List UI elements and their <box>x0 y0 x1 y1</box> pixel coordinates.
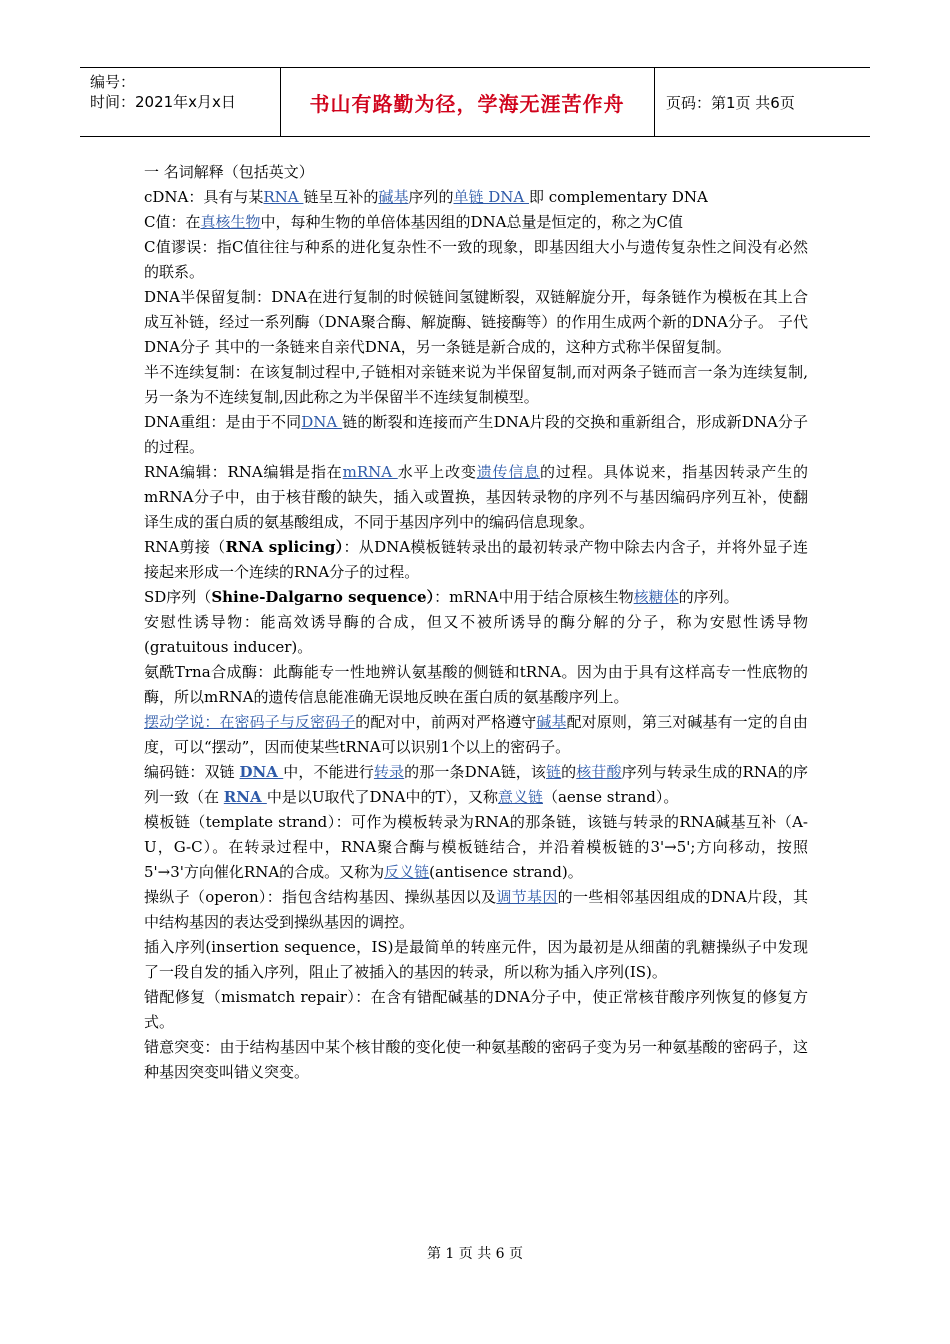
link-genetic-info[interactable]: 遗传信息 <box>476 463 540 481</box>
entry-rna-editing <box>144 460 808 535</box>
link-strand[interactable]: 链 <box>546 763 562 781</box>
link-ssdna[interactable]: 单链 DNA <box>453 188 529 206</box>
link-dna[interactable]: DNA <box>239 763 284 781</box>
link-base[interactable]: 碱基 <box>378 188 409 206</box>
link-wobble[interactable]: 摆动学说：在 <box>144 713 235 731</box>
entry-semidiscontinuous: 半不连续复制：在该复制过程中,子链相对亲链来说为半保留复制,而对两条子链而言一条为连续复制,另一条为不连续复制,因此称之为半保留半不连续复制模型。 <box>144 363 808 406</box>
text: （aense strand）。 <box>542 788 679 806</box>
number-label: 编号： <box>90 73 136 91</box>
entry-cdna <box>144 185 808 210</box>
text: RNA编辑：RNA编辑是指在 <box>144 463 343 481</box>
text: 中，不能进行 <box>283 763 374 781</box>
text: 的过程。具体说来，指基因转录产生的mRNA分子中，由于核苷酸的缺失，插入或置换，基因转录物的序列不与基因编码序列互补，使翻译生成的蛋白质的氨基酸组成，不同于基因序列中的编码信息现象。 <box>144 463 808 531</box>
text: C值：在 <box>144 213 201 231</box>
entry-sd-sequence <box>144 585 808 610</box>
text: 与 <box>279 713 295 731</box>
text: 序列与转录生成的RNA的序列一致（在 <box>144 763 808 806</box>
text: 链呈互补的 <box>303 188 379 206</box>
entry-operon <box>144 885 808 935</box>
entry-missense: 错意突变：由于结构基因中某个核甘酸的变化使一种氨基酸的密码子变为另一种氨基酸的密码子，这种基因突变叫错义突变。 <box>144 1038 808 1081</box>
text: DNA重组：是由于不同 <box>144 413 302 431</box>
text: 的配对中，前两对严格遵守 <box>355 713 537 731</box>
term-en: RNA splicing <box>225 538 336 556</box>
entry-mismatch-repair: 错配修复（mismatch repair）：在含有错配碱基的DNA分子中，使正常核苷酸序列恢复的修复方式。 <box>144 988 808 1031</box>
link-eukaryote[interactable]: 真核生物 <box>200 213 261 231</box>
link-anticodon[interactable]: 反密码子 <box>294 713 356 731</box>
text: ：从DNA模板链转录出的最初转录产物中除去内含子，并将外显子连接起来形成一个连续的RNA分子的过程。 <box>144 538 808 581</box>
text: 水平上改变 <box>397 463 477 481</box>
header-divider <box>654 68 655 136</box>
section-title: 一 名词解释（包括英文） <box>144 163 314 181</box>
link-dna[interactable]: DNA <box>301 413 343 431</box>
entry-cvalue <box>144 210 808 235</box>
link-ribosome[interactable]: 核糖体 <box>633 588 679 606</box>
entry-semiconservative: DNA半保留复制：DNA在进行复制的时候链间氢键断裂，双链解旋分开，每条链作为模板在其上合成互补链，经过一系列酶（DNA聚合酶、解旋酶、链接酶等）的作用生成两个新的DNA分子。 子代DNA分子 其中的一条链来自亲代DNA，另一条链是新合成的，这种方式称半保留复制。 <box>144 288 808 356</box>
link-mrna[interactable]: mRNA <box>342 463 398 481</box>
text: 的 <box>561 763 577 781</box>
text: ） <box>335 538 344 556</box>
document-body <box>144 160 808 1085</box>
text: 配对原则，第三对碱基有一定的自由度，可以“摆动”，因而使某些tRNA可以识别1个以上的密码子。 <box>144 713 808 756</box>
header-motto: 书山有路勤为径，学海无涯苦作舟 <box>309 91 625 116</box>
link-codon[interactable]: 密码子 <box>234 713 280 731</box>
text: 操纵子（operon）：指包含结构基因、操纵基因以及 <box>144 888 497 906</box>
link-nucleotide[interactable]: 核苷酸 <box>576 763 622 781</box>
link-base[interactable]: 碱基 <box>536 713 567 731</box>
text: 序列的 <box>408 188 454 206</box>
entry-trna-synthetase: 氨酰Trna合成酶：此酶能专一性地辨认氨基酸的侧链和tRNA。因为由于具有这样高专一性底物的酶，所以mRNA的遗传信息能准确无误地反映在蛋白质的氨基酸序列上。 <box>144 663 808 706</box>
link-sense-strand[interactable]: 意义链 <box>497 788 543 806</box>
link-antisense-strand[interactable]: 反义链 <box>384 863 430 881</box>
link-regulator-gene[interactable]: 调节基因 <box>496 888 558 906</box>
text: 的序列。 <box>678 588 739 606</box>
entry-recombination <box>144 410 808 460</box>
text: RNA剪接（ <box>144 538 226 556</box>
text: ） <box>426 588 435 606</box>
text: cDNA：具有与某 <box>144 188 264 206</box>
entry-coding-strand <box>144 760 808 810</box>
entry-gratuitous-inducer: 安慰性诱导物：能高效诱导酶的合成，但又不被所诱导的酶分解的分子，称为安慰性诱导物(gratuitous inducer)。 <box>144 613 808 656</box>
link-rna[interactable]: RNA <box>263 188 304 206</box>
entry-template-strand <box>144 810 808 885</box>
text: 模板链（template strand）：可作为模板转录为RNA的那条链，该链与转录的RNA碱基互补（A-U，G-C）。在转录过程中，RNA聚合酶与模板链结合，并沿着模板链的3'→5';方向移动，按照5'→3'方向催化RNA的合成。又称为 <box>144 813 808 881</box>
link-rna[interactable]: RNA <box>223 788 267 806</box>
entry-c-paradox: C值谬误：指C值往往与种系的进化复杂性不一致的现象，即基因组大小与遗传复杂性之间没有必然的联系。 <box>144 238 808 281</box>
link-transcription[interactable]: 转录 <box>373 763 405 781</box>
text: 中，每种生物的单倍体基因组的DNA总量是恒定的，称之为C值 <box>260 213 683 231</box>
entry-wobble <box>144 710 808 760</box>
header-page-info: 页码：第1页 共6页 <box>666 93 795 112</box>
page-footer: 第 1 页 共 6 页 <box>426 1246 524 1262</box>
text: ：mRNA中用于结合原核生物 <box>434 588 634 606</box>
header-meta <box>90 72 236 112</box>
page-header <box>80 67 870 137</box>
text: 链的断裂和连接而产生DNA片段的交换和重新组合，形成新DNA分子的过程。 <box>144 413 808 456</box>
text: 即 complementary DNA <box>529 188 708 206</box>
text: 的那一条DNA链，该 <box>404 763 547 781</box>
text: (antisence strand)。 <box>429 863 583 881</box>
text: 的一些相邻基因组成的DNA片段，其中结构基因的表达受到操纵基因的调控。 <box>144 888 808 931</box>
entry-rna-splicing <box>144 535 808 585</box>
text: 中是以U取代了DNA中的T），又称 <box>266 788 498 806</box>
time-label: 时间：2021年x月x日 <box>90 93 236 111</box>
text: SD序列（ <box>144 588 212 606</box>
term-en: Shine-Dalgarno sequence <box>211 588 427 606</box>
text: 编码链：双链 <box>144 763 240 781</box>
entry-insertion-sequence: 插入序列(insertion sequence，IS)是最简单的转座元件，因为最初是从细菌的乳糖操纵子中发现了一段自发的插入序列，阻止了被插入的基因的转录，所以称为插入序列(IS)。 <box>144 938 808 981</box>
